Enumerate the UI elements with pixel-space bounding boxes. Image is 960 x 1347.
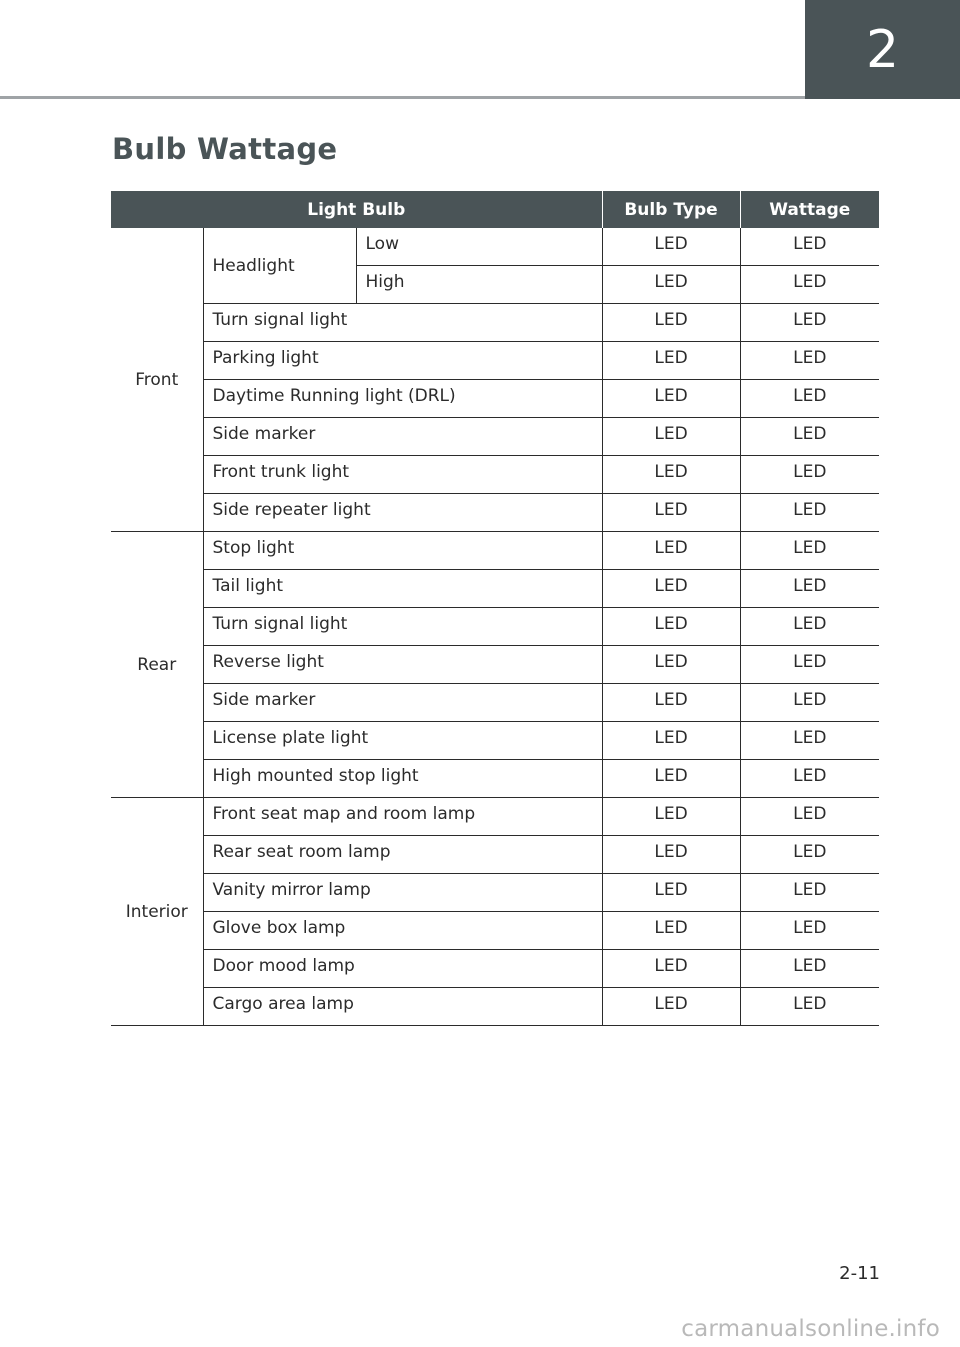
table-row [111, 418, 879, 456]
table-row [111, 874, 879, 912]
row-sublabel: High [356, 266, 602, 304]
wattage-cell: LED [740, 988, 879, 1026]
row-label: Rear seat room lamp [203, 836, 602, 874]
row-label: Stop light [203, 532, 602, 570]
bulb-type-cell: LED [602, 646, 740, 684]
bulb-type-cell: LED [602, 304, 740, 342]
bulb-type-cell: LED [602, 912, 740, 950]
bulb-type-cell: LED [602, 266, 740, 304]
wattage-cell: LED [740, 836, 879, 874]
wattage-cell: LED [740, 304, 879, 342]
wattage-cell: LED [740, 570, 879, 608]
table-row [111, 912, 879, 950]
row-label: Headlight [203, 228, 356, 304]
group-label-interior: Interior [111, 798, 203, 1026]
row-sublabel: Low [356, 228, 602, 266]
table-row [111, 570, 879, 608]
wattage-cell: LED [740, 608, 879, 646]
row-label: Door mood lamp [203, 950, 602, 988]
row-label: Side marker [203, 418, 602, 456]
chapter-tab [805, 0, 960, 99]
table-row [111, 836, 879, 874]
bulb-type-cell: LED [602, 722, 740, 760]
group-label-rear: Rear [111, 532, 203, 798]
bulb-wattage-table [111, 191, 879, 1026]
table-row [111, 722, 879, 760]
row-label: Cargo area lamp [203, 988, 602, 1026]
row-label: Daytime Running light (DRL) [203, 380, 602, 418]
group-label-front: Front [111, 228, 203, 532]
row-label: Turn signal light [203, 304, 602, 342]
row-label: Side repeater light [203, 494, 602, 532]
table-row [111, 532, 879, 570]
wattage-cell: LED [740, 266, 879, 304]
table-row [111, 684, 879, 722]
table-row [111, 228, 879, 266]
bulb-type-cell: LED [602, 532, 740, 570]
row-label: License plate light [203, 722, 602, 760]
wattage-cell: LED [740, 418, 879, 456]
bulb-type-cell: LED [602, 380, 740, 418]
wattage-cell: LED [740, 874, 879, 912]
wattage-cell: LED [740, 456, 879, 494]
header-light-bulb: Light Bulb [111, 191, 602, 228]
row-label: Parking light [203, 342, 602, 380]
row-label: Turn signal light [203, 608, 602, 646]
wattage-cell: LED [740, 532, 879, 570]
bulb-type-cell: LED [602, 798, 740, 836]
table-row [111, 342, 879, 380]
table-row [111, 798, 879, 836]
wattage-cell: LED [740, 342, 879, 380]
row-label: Front trunk light [203, 456, 602, 494]
bulb-type-cell: LED [602, 608, 740, 646]
row-label: Glove box lamp [203, 912, 602, 950]
bulb-type-cell: LED [602, 874, 740, 912]
bulb-type-cell: LED [602, 950, 740, 988]
bulb-type-cell: LED [602, 418, 740, 456]
table-row [111, 950, 879, 988]
table-row [111, 456, 879, 494]
bulb-type-cell: LED [602, 760, 740, 798]
wattage-cell: LED [740, 684, 879, 722]
watermark: carmanualsonline.info [681, 1316, 940, 1342]
table-row [111, 494, 879, 532]
bulb-type-cell: LED [602, 342, 740, 380]
page-title: Bulb Wattage [112, 132, 338, 166]
bulb-type-cell: LED [602, 456, 740, 494]
table-row [111, 304, 879, 342]
table-row [111, 608, 879, 646]
wattage-cell: LED [740, 950, 879, 988]
wattage-cell: LED [740, 912, 879, 950]
table-row [111, 380, 879, 418]
wattage-cell: LED [740, 494, 879, 532]
table-header-row [111, 191, 879, 228]
header-bulb-type: Bulb Type [602, 191, 740, 228]
bulb-type-cell: LED [602, 570, 740, 608]
bulb-type-cell: LED [602, 684, 740, 722]
row-label: Reverse light [203, 646, 602, 684]
bulb-type-cell: LED [602, 988, 740, 1026]
table-row [111, 988, 879, 1026]
wattage-cell: LED [740, 228, 879, 266]
row-label: Front seat map and room lamp [203, 798, 602, 836]
wattage-cell: LED [740, 646, 879, 684]
row-label: Tail light [203, 570, 602, 608]
wattage-cell: LED [740, 760, 879, 798]
page-number: 2-11 [839, 1263, 880, 1284]
wattage-cell: LED [740, 798, 879, 836]
bulb-type-cell: LED [602, 836, 740, 874]
chapter-number: 2 [865, 19, 900, 80]
bulb-type-cell: LED [602, 494, 740, 532]
table-row [111, 646, 879, 684]
wattage-cell: LED [740, 722, 879, 760]
row-label: High mounted stop light [203, 760, 602, 798]
header-rule [0, 96, 805, 99]
header-wattage: Wattage [740, 191, 879, 228]
row-label: Side marker [203, 684, 602, 722]
bulb-type-cell: LED [602, 228, 740, 266]
wattage-cell: LED [740, 380, 879, 418]
table-row [111, 760, 879, 798]
row-label: Vanity mirror lamp [203, 874, 602, 912]
